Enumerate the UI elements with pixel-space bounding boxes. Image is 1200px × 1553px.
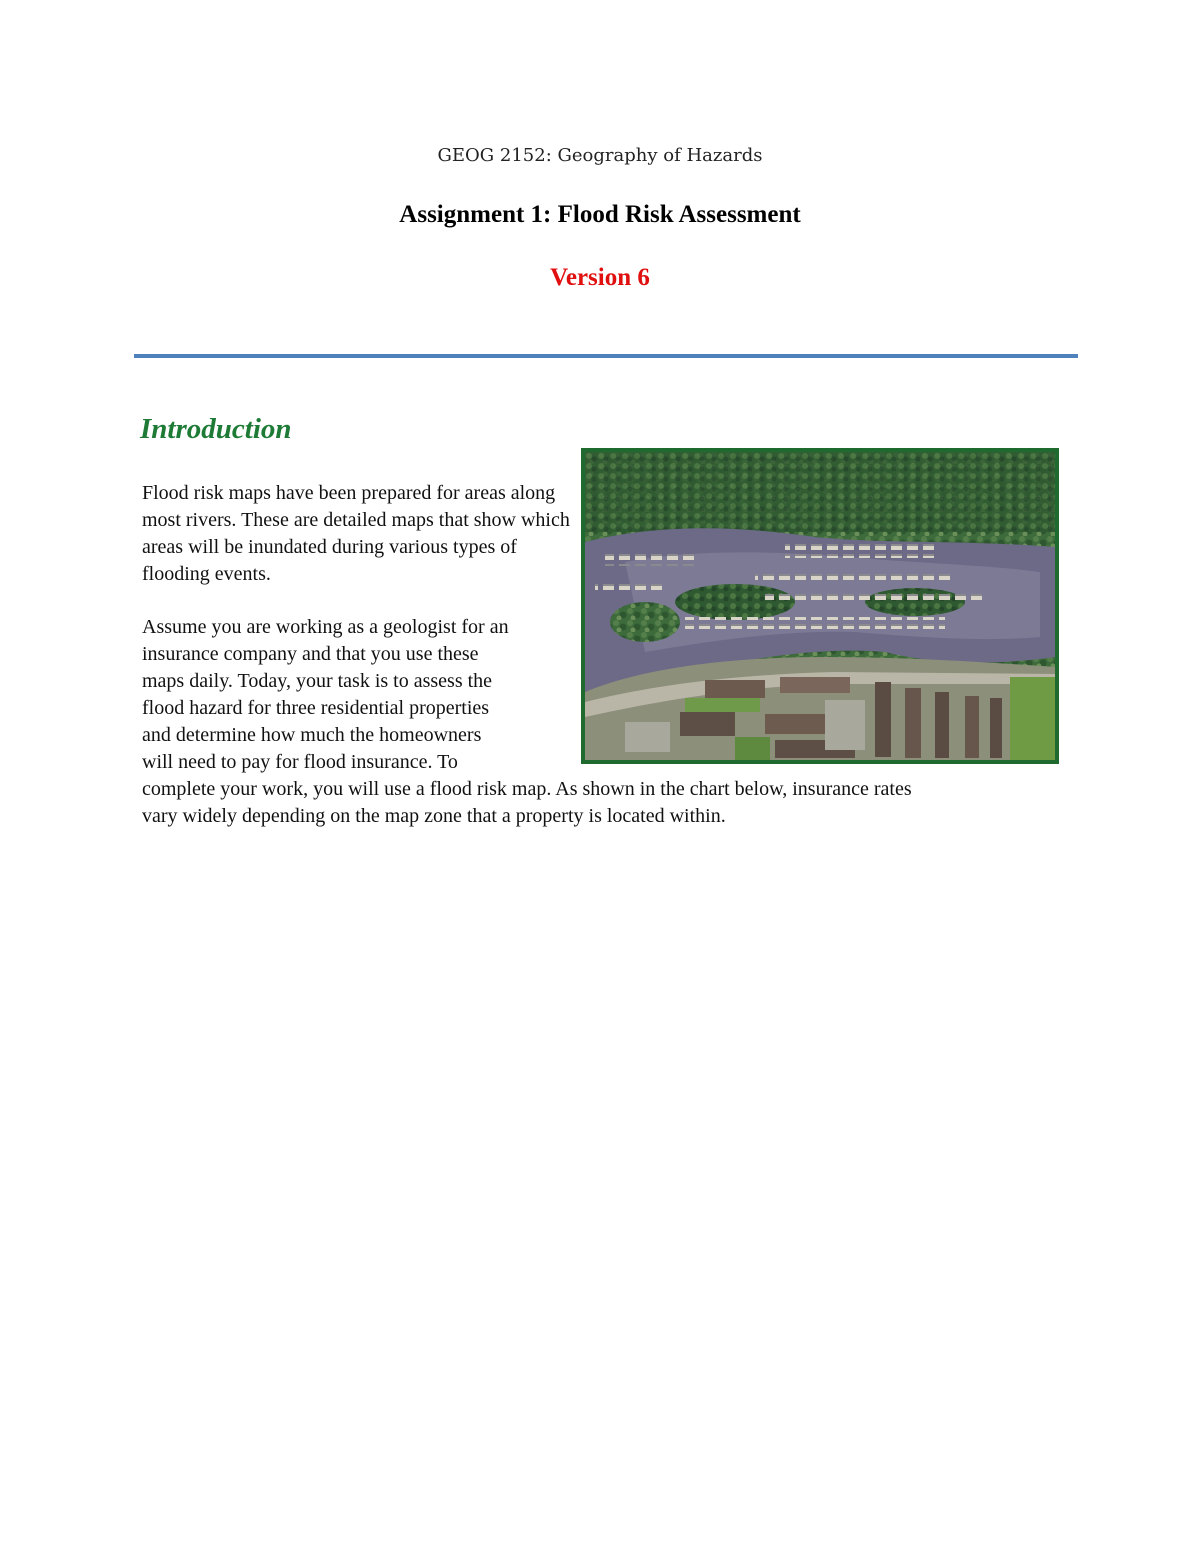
paragraph-line: complete your work, you will use a flood risk map. As shown in the chart below, insurance rates: [142, 778, 912, 800]
section-divider: [134, 354, 1078, 358]
paragraph-line: maps daily. Today, your task is to assess the: [142, 670, 493, 692]
paragraph-line: vary widely depending on the map zone that a property is located within.: [142, 805, 726, 827]
paragraph-line: Assume you are working as a geologist for an: [142, 616, 509, 638]
flooded-neighborhood-photo: [581, 448, 1059, 764]
course-name: GEOG 2152: Geography of Hazards: [437, 145, 763, 166]
paragraph-line: will need to pay for flood insurance. To: [142, 751, 458, 773]
version-label: Version 6: [550, 264, 650, 291]
intro-paragraph-1: Flood risk maps have been prepared for areas along most rivers. These are detailed maps that show which areas will be inundated during various types of flooding events.: [142, 482, 570, 585]
flooded-neighborhood-aerial-icon: [585, 452, 1055, 760]
paragraph-line: flood hazard for three residential properties: [142, 697, 490, 719]
paragraph-line: and determine how much the homeowners: [142, 724, 482, 746]
paragraph-line: insurance company and that you use these: [142, 643, 479, 665]
introduction-heading: Introduction: [140, 413, 292, 445]
assignment-title: Assignment 1: Flood Risk Assessment: [399, 201, 801, 228]
